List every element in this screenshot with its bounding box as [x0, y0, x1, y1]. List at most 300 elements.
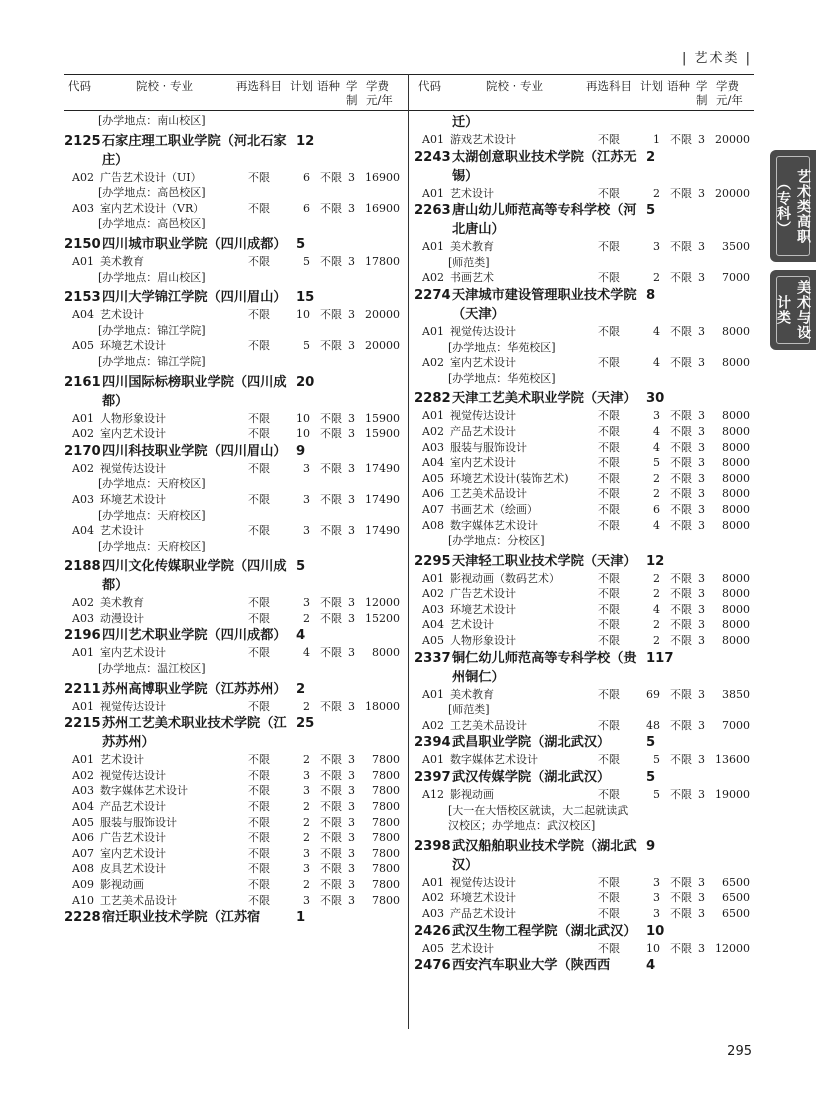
school-name: 西安汽车职业大学（陕西西: [452, 958, 611, 974]
major-name: 工艺美术品设计: [450, 718, 527, 732]
major-name: 室内艺术设计: [450, 456, 516, 470]
major-row: [64, 338, 404, 354]
major-fee: 8000: [722, 324, 750, 338]
major-fee: 17490: [365, 461, 400, 475]
major-years: 3: [348, 411, 355, 425]
column-header-rule: [64, 110, 754, 111]
major-fee: 7800: [372, 878, 400, 891]
major-subject: 不限: [248, 862, 270, 876]
major-language: 不限: [320, 699, 342, 713]
major-name: 影视动画（数码艺术）: [450, 571, 560, 585]
major-fee: 8000: [722, 487, 750, 501]
major-subject: 不限: [598, 571, 620, 585]
major-subject: 不限: [598, 186, 620, 200]
major-years: 3: [698, 634, 705, 648]
major-code: A03: [72, 492, 94, 506]
school-plan: 8: [646, 287, 656, 303]
major-row: [414, 941, 756, 957]
major-years: 3: [698, 788, 705, 802]
major-code: A03: [422, 907, 444, 920]
major-code: A05: [422, 941, 444, 955]
school-plan: 10: [646, 923, 665, 939]
major-subject: 不限: [248, 524, 270, 538]
school-plan: 117: [646, 650, 674, 666]
major-code: A01: [72, 753, 94, 767]
school-code: 2153: [64, 290, 101, 306]
major-fee: 7000: [722, 271, 750, 285]
major-row: [414, 424, 756, 440]
major-plan: 3: [653, 891, 660, 905]
major-language: 不限: [320, 646, 342, 660]
major-fee: 8000: [722, 356, 750, 370]
major-code: A06: [422, 487, 444, 501]
major-name: 室内艺术设计: [100, 646, 166, 660]
major-fee: 8000: [722, 618, 750, 632]
major-fee: 17800: [365, 254, 400, 268]
campus-note: [大一在大悟校区就读，大二起就读武汉校区；办学地点：武汉校区]: [448, 803, 629, 833]
major-plan: 4: [653, 324, 660, 338]
major-language: 不限: [670, 602, 692, 616]
major-plan: 6: [653, 502, 660, 516]
major-years: 3: [348, 524, 355, 538]
school-entry: [64, 680, 404, 699]
school-code: 2161: [64, 374, 101, 390]
header-subject: 再选科目: [586, 79, 632, 93]
school-code: 2337: [414, 650, 451, 666]
major-years: 3: [348, 815, 355, 829]
major-fee: 13600: [715, 753, 750, 767]
major-language: 不限: [320, 427, 342, 441]
major-fee: 3850: [722, 687, 750, 701]
major-plan: 3: [653, 409, 660, 423]
major-plan: 6: [303, 170, 310, 184]
major-language: 不限: [670, 907, 692, 920]
major-years: 3: [698, 186, 705, 200]
school-plan: 4: [296, 628, 306, 644]
major-years: 3: [698, 471, 705, 485]
major-language: 不限: [320, 461, 342, 475]
major-plan: 2: [303, 878, 310, 891]
major-row: [414, 906, 756, 922]
school-plan: 1: [296, 910, 306, 926]
right-column: [414, 113, 756, 975]
major-code: A12: [422, 788, 444, 802]
school-plan: 5: [296, 236, 306, 252]
major-subject: 不限: [598, 356, 620, 370]
major-name: 美术教育: [100, 596, 144, 610]
school-entry: [414, 113, 756, 132]
major-subject: 不限: [248, 784, 270, 798]
major-name: 美术教育: [450, 240, 494, 254]
major-years: 3: [698, 875, 705, 889]
major-name: 人物形象设计: [450, 634, 516, 648]
major-language: 不限: [320, 611, 342, 625]
major-years: 3: [348, 862, 355, 876]
major-language: 不限: [670, 788, 692, 802]
major-subject: 不限: [248, 461, 270, 475]
school-entry: [64, 908, 404, 927]
school-code: 2476: [414, 958, 451, 974]
school-code: 2228: [64, 910, 101, 926]
major-years: 3: [698, 502, 705, 516]
major-language: 不限: [320, 831, 342, 845]
major-name: 视觉传达设计: [100, 461, 166, 475]
school-name: 苏州工艺美术职业技术学院（江苏苏州）: [102, 716, 287, 751]
school-entry: [414, 201, 756, 239]
major-years: 3: [348, 893, 355, 907]
major-fee: 8000: [722, 518, 750, 532]
major-plan: 2: [653, 271, 660, 285]
major-language: 不限: [670, 240, 692, 254]
major-plan: 69: [646, 687, 660, 701]
school-name: 四川文化传媒职业学院（四川成都）: [102, 559, 287, 594]
school-code: 2398: [414, 838, 451, 854]
major-code: A01: [422, 409, 444, 423]
category-text: 艺术类: [694, 51, 740, 66]
major-subject: 不限: [598, 456, 620, 470]
major-years: 3: [348, 800, 355, 814]
major-code: A01: [422, 240, 444, 254]
major-years: 3: [698, 324, 705, 338]
school-name: 太湖创意职业技术学院（江苏无锡）: [452, 149, 637, 184]
major-years: 3: [698, 618, 705, 632]
major-code: A04: [422, 618, 444, 632]
major-fee: 7800: [372, 846, 400, 860]
major-years: 3: [348, 753, 355, 767]
major-code: A06: [72, 831, 94, 845]
major-language: 不限: [320, 492, 342, 506]
major-name: 环境艺术设计(装饰艺术): [450, 471, 569, 485]
header-plan: 计划: [290, 79, 313, 93]
major-years: 3: [348, 768, 355, 782]
school-name: 武汉船舶职业技术学院（湖北武汉）: [452, 838, 637, 873]
school-name: 四川科技职业学院（四川眉山）: [102, 443, 287, 459]
major-name: 服装与服饰设计: [100, 815, 177, 829]
major-row: [414, 502, 756, 518]
school-name: 天津城市建设管理职业技术学院（天津）: [452, 287, 637, 322]
major-fee: 7800: [372, 753, 400, 767]
major-fee: 7800: [372, 768, 400, 782]
school-entry: [414, 552, 756, 571]
major-code: A08: [422, 518, 444, 532]
major-subject: 不限: [598, 587, 620, 601]
major-language: 不限: [670, 324, 692, 338]
major-years: 3: [348, 461, 355, 475]
major-name: 美术教育: [100, 254, 144, 268]
major-row: [414, 602, 756, 618]
major-row: [64, 611, 404, 627]
school-name: 苏州高博职业学院（江苏苏州）: [102, 681, 287, 697]
side-tab-fine-arts-design-label: 美术与设计类: [776, 276, 810, 344]
major-subject: 不限: [598, 133, 620, 146]
major-code: A01: [422, 133, 444, 146]
major-code: A07: [72, 846, 94, 860]
major-years: 3: [698, 356, 705, 370]
header-language: 语种: [317, 79, 340, 93]
header-subject: 再选科目: [236, 79, 282, 93]
major-row: [414, 455, 756, 471]
major-code: A10: [72, 893, 94, 907]
major-subject: 不限: [248, 768, 270, 782]
major-code: A05: [72, 339, 94, 353]
major-language: 不限: [670, 634, 692, 648]
major-plan: 2: [653, 618, 660, 632]
major-subject: 不限: [248, 815, 270, 829]
school-plan: 12: [296, 133, 315, 149]
major-code: A03: [422, 440, 444, 454]
major-plan: 3: [653, 907, 660, 920]
school-plan: 20: [296, 374, 315, 390]
major-plan: 3: [303, 893, 310, 907]
column-divider: [408, 74, 409, 1029]
major-years: 3: [348, 831, 355, 845]
major-name: 室内艺术设计: [100, 427, 166, 441]
major-code: A03: [422, 602, 444, 616]
major-fee: 12000: [365, 596, 400, 610]
school-entry: [64, 373, 404, 411]
major-name: 产品艺术设计: [100, 800, 166, 814]
major-fee: 6500: [722, 891, 750, 905]
major-row: [414, 687, 756, 703]
major-row: [64, 752, 404, 768]
major-code: A03: [72, 611, 94, 625]
school-name: 宿迁职业技术学院（江苏宿: [102, 910, 261, 926]
campus-note: [办学地点：眉山校区]: [98, 270, 206, 284]
campus-note: [办学地点：华苑校区]: [448, 340, 556, 354]
major-subject: 不限: [248, 753, 270, 767]
major-name: 艺术设计: [100, 753, 144, 767]
school-plan: 5: [646, 770, 656, 786]
school-entry: [64, 714, 404, 752]
major-fee: 15900: [365, 427, 400, 441]
major-row: [414, 239, 756, 255]
major-years: 3: [698, 487, 705, 501]
major-name: 室内艺术设计: [450, 356, 516, 370]
header-years: 学制: [346, 79, 358, 107]
major-code: A03: [72, 784, 94, 798]
major-fee: 20000: [715, 133, 750, 146]
major-fee: 16900: [365, 170, 400, 184]
school-code: 2188: [64, 559, 101, 575]
major-subject: 不限: [248, 308, 270, 322]
major-code: A04: [422, 456, 444, 470]
major-code: A01: [422, 571, 444, 585]
major-row: [414, 486, 756, 502]
major-code: A05: [422, 471, 444, 485]
major-fee: 18000: [365, 699, 400, 713]
major-plan: 48: [646, 718, 660, 732]
major-plan: 4: [653, 602, 660, 616]
major-language: 不限: [320, 800, 342, 814]
major-code: A07: [422, 502, 444, 516]
major-fee: 7800: [372, 862, 400, 876]
major-row: [64, 492, 404, 508]
major-plan: 5: [653, 788, 660, 802]
page-number: 295: [727, 1044, 752, 1059]
major-name: 环境艺术设计: [450, 891, 516, 905]
major-row: [64, 307, 404, 323]
major-code: A01: [422, 687, 444, 701]
major-fee: 7800: [372, 784, 400, 798]
major-language: 不限: [670, 718, 692, 732]
major-plan: 2: [653, 487, 660, 501]
major-years: 3: [698, 891, 705, 905]
major-language: 不限: [320, 768, 342, 782]
major-name: 广告艺术设计: [100, 831, 166, 845]
major-subject: 不限: [598, 907, 620, 920]
school-entry: [414, 922, 756, 941]
school-plan: 15: [296, 290, 315, 306]
major-name: 艺术设计: [450, 186, 494, 200]
major-years: 3: [348, 427, 355, 441]
major-row: [64, 645, 404, 661]
major-name: 视觉传达设计: [100, 768, 166, 782]
major-name: 服装与服饰设计: [450, 440, 527, 454]
school-code: 2274: [414, 287, 451, 303]
header-school-major: 院校 · 专业: [486, 79, 543, 93]
major-code: A01: [72, 646, 94, 660]
major-row: [64, 254, 404, 270]
school-entry: [414, 286, 756, 324]
campus-note: [办学地点：高邑校区]: [98, 186, 206, 200]
major-name: 工艺美术品设计: [100, 893, 177, 907]
major-fee: 7800: [372, 800, 400, 814]
campus-note: [师范类]: [448, 255, 490, 269]
major-plan: 3: [303, 862, 310, 876]
major-years: 3: [348, 254, 355, 268]
school-plan: 25: [296, 716, 315, 732]
major-language: 不限: [670, 471, 692, 485]
major-plan: 3: [303, 784, 310, 798]
major-years: 3: [348, 492, 355, 506]
major-row: [414, 186, 756, 202]
major-language: 不限: [320, 170, 342, 184]
major-language: 不限: [670, 518, 692, 532]
major-row: [64, 861, 404, 877]
campus-note: [办学地点：锦江学院]: [98, 354, 206, 368]
major-language: 不限: [320, 254, 342, 268]
campus-note: [办学地点：天府校区]: [98, 508, 206, 522]
side-tab-vocational-art: [770, 150, 816, 262]
major-code: A02: [72, 170, 94, 184]
school-code: 2211: [64, 681, 101, 697]
major-name: 广告艺术设计: [450, 587, 516, 601]
major-code: A02: [422, 271, 444, 285]
major-language: 不限: [320, 411, 342, 425]
school-entry: [414, 733, 756, 752]
major-code: A02: [72, 461, 94, 475]
major-plan: 4: [653, 440, 660, 454]
major-years: 3: [348, 784, 355, 798]
major-name: 艺术设计: [100, 308, 144, 322]
school-plan: 2: [296, 681, 306, 697]
major-plan: 3: [653, 875, 660, 889]
major-subject: 不限: [248, 878, 270, 891]
major-subject: 不限: [248, 611, 270, 625]
major-plan: 4: [653, 424, 660, 438]
school-plan: 5: [296, 559, 306, 575]
major-code: A01: [422, 875, 444, 889]
major-row: [64, 461, 404, 477]
major-row: [414, 787, 756, 803]
school-name: 天津工艺美术职业学院（天津）: [452, 391, 637, 407]
school-plan: 30: [646, 391, 665, 407]
major-language: 不限: [670, 941, 692, 955]
major-plan: 2: [303, 611, 310, 625]
major-subject: 不限: [248, 800, 270, 814]
major-row: [414, 752, 756, 768]
major-subject: 不限: [598, 518, 620, 532]
major-plan: 2: [653, 471, 660, 485]
school-entry: [64, 626, 404, 645]
major-plan: 3: [303, 524, 310, 538]
major-language: 不限: [670, 753, 692, 767]
major-code: A01: [422, 324, 444, 338]
school-code: 2215: [64, 716, 101, 732]
school-name: 武汉生物工程学院（湖北武汉）: [452, 923, 637, 939]
school-entry: [64, 288, 404, 307]
major-plan: 4: [653, 518, 660, 532]
school-name: 迁）: [452, 115, 479, 130]
major-row: [64, 893, 404, 909]
major-name: 数字媒体艺术设计: [450, 518, 538, 532]
major-language: 不限: [670, 891, 692, 905]
major-subject: 不限: [598, 875, 620, 889]
school-name: 铜仁幼儿师范高等专科学校（贵州铜仁）: [452, 650, 637, 685]
school-plan: 9: [296, 443, 306, 459]
major-years: 3: [698, 718, 705, 732]
major-plan: 10: [296, 411, 310, 425]
major-row: [414, 518, 756, 534]
major-fee: 8000: [722, 440, 750, 454]
school-name: 四川艺术职业学院（四川成都）: [102, 628, 287, 644]
major-name: 视觉传达设计: [450, 324, 516, 338]
school-code: 2196: [64, 628, 101, 644]
campus-note: [师范类]: [448, 703, 490, 717]
school-code: 2426: [414, 923, 451, 939]
major-fee: 12000: [715, 941, 750, 955]
major-fee: 8000: [722, 456, 750, 470]
major-language: 不限: [670, 687, 692, 701]
major-row: [414, 718, 756, 734]
major-fee: 16900: [365, 201, 400, 215]
major-row: [414, 471, 756, 487]
major-name: 艺术设计: [450, 941, 494, 955]
major-name: 工艺美术品设计: [450, 487, 527, 501]
major-plan: 2: [303, 800, 310, 814]
major-fee: 20000: [365, 339, 400, 353]
major-years: 3: [698, 907, 705, 920]
major-plan: 4: [653, 356, 660, 370]
major-code: A05: [72, 815, 94, 829]
major-subject: 不限: [598, 718, 620, 732]
major-language: 不限: [670, 618, 692, 632]
school-code: 2150: [64, 236, 101, 252]
major-plan: 2: [653, 571, 660, 585]
major-plan: 3: [653, 240, 660, 254]
major-language: 不限: [670, 409, 692, 423]
school-name: 天津轻工职业技术学院（天津）: [452, 553, 637, 569]
major-language: 不限: [320, 201, 342, 215]
major-name: 室内艺术设计（VR）: [100, 201, 205, 215]
school-code: 2243: [414, 149, 451, 165]
major-row: [64, 426, 404, 442]
category-label: | 艺术类 |: [681, 51, 752, 66]
header-fee: 学费元/年: [716, 79, 743, 107]
school-code: 2263: [414, 203, 451, 219]
major-code: A04: [72, 524, 94, 538]
major-row: [414, 132, 756, 148]
